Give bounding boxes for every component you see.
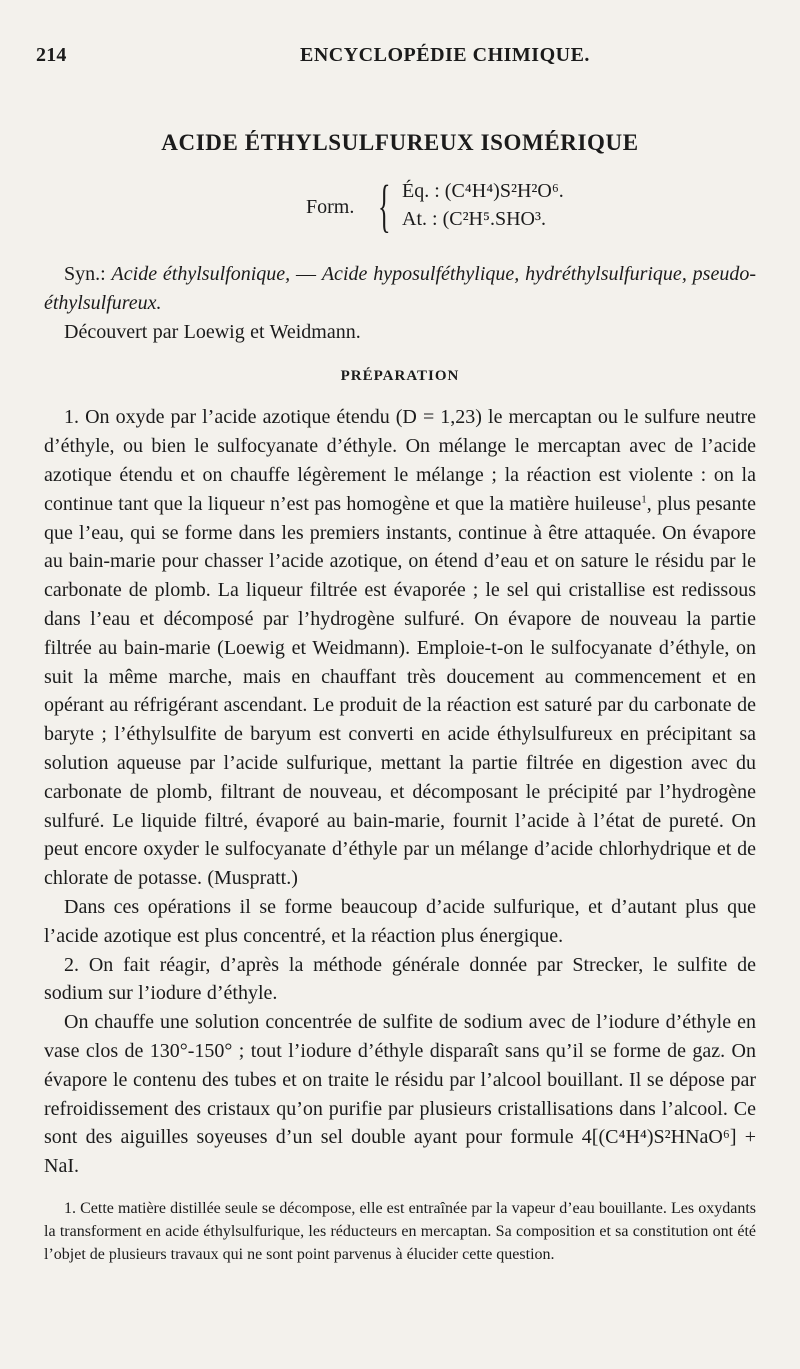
equivalent-label: Éq. :: [402, 180, 440, 202]
synonym-item: Acide éthylsulfonique,: [111, 263, 291, 285]
main-content: [44, 130, 756, 1282]
atomic-value: (C²H⁵.SHO³.: [442, 208, 546, 230]
formula-block: [44, 173, 756, 238]
preparation-heading: PRÉPARATION: [340, 368, 460, 385]
equivalent-value: (C⁴H⁴)S²H²O⁶.: [444, 180, 564, 202]
preparation-paragraph-3: 2. On fait réagir, d’après la méthode générale donnée par Strecker, le sulfite de sodium sur l’iodure d’éthyle.: [44, 953, 756, 1005]
footnote-marker: 1: [641, 493, 647, 506]
preparation-paragraph-1: [44, 403, 756, 893]
discovered-by: Découvert par Loewig et Weidmann.: [64, 320, 361, 343]
synonym-dash: —: [295, 263, 316, 285]
formula-label: Form.: [306, 196, 355, 218]
synonym-item: hydréthylsulfurique,: [525, 263, 687, 285]
footnote: 1. Cette matière distillée seule se décompose, elle est entraînée par la vapeur d’eau bouillante. Les oxydants la transforment en acide éthylsulfurique, les réducteurs en mercaptan. Sa composition et sa constitution ont été l’objet de plusieurs travaux qui ne sont point parvenus à élucider cette question.: [44, 1199, 756, 1263]
preparation-paragraph-2: Dans ces opérations il se forme beaucoup d’acide sulfurique, et d’autant plus que l’acide azotique est plus concentré, et la réaction plus énergique.: [44, 895, 756, 947]
running-head: [36, 44, 758, 74]
atomic-label: At. :: [402, 208, 438, 230]
synonym-item: Acide hyposulféthylique,: [321, 263, 520, 285]
atomic-formula: [402, 208, 546, 231]
synonyms-paragraph: [44, 260, 756, 318]
synonym-item: pseudo-éthylsulfureux.: [44, 263, 756, 314]
journal-title: ENCYCLOPÉDIE CHIMIQUE.: [300, 44, 590, 66]
paragraph-1-part-2: , plus pesante que l’eau, qui se forme dans les premiers instants, continue à être attaquée. On évapore au bain-marie pour chasser l’acide azotique, on étend d’eau et on sature le résidu par le carbonate de plomb. La liqueur filtrée est évaporée ; le sel qui cristallise est redissous dans l’eau et décomposé par l’hydrogène sulfuré. On évapore de nouveau la partie filtrée au bain-marie (Loewig et Weidmann). Emploie-t-on le sulfocyanate d’éthyle, on suit la même marche, mais en chauffant très doucement au commencement et en opérant au réfrigérant ascendant. Le produit de la réaction est saturé par du carbonate de baryte ; l’éthylsulfite de baryum est converti en acide éthylsulfureux en précipitant sa solution aqueuse par l’acide sulfurique, mettant la partie filtrée en digestion avec du carbonate de plomb, filtrant de nouveau, et décomposant le précipité par l’hydrogène sulfuré. Le liquide filtré, évaporé au bain-marie, fournit l’acide à l’état de pureté. On peut encore oxyder le sulfocyanate d’éthyle par un mélange d’acide chlorhydrique et de chlorate de potasse. (Muspratt.): [44, 492, 756, 890]
page-number: 214: [36, 44, 67, 66]
equivalent-formula: [402, 180, 564, 203]
article-title: ACIDE ÉTHYLSULFUREUX ISOMÉRIQUE: [161, 130, 639, 155]
synonyms-label: Syn.:: [64, 263, 106, 285]
paragraph-1-part-1: 1. On oxyde par l’acide azotique étendu (D = 1,23) le mercaptan ou le sulfure neutre d’éthyle, ou bien le sulfocyanate d’éthyle. On mélange le mercaptan avec de l’acide azotique étendu et on chauffe légèrement le mélange ; la réaction est violente : on la continue tant que la liqueur n’est pas homogène et que la matière huileuse: [44, 406, 756, 515]
brace-symbol: {: [378, 173, 391, 238]
preparation-paragraph-4: On chauffe une solution concentrée de sulfite de sodium avec de l’iodure d’éthyle en vase clos de 130°-150° ; tout l’iodure d’éthyle disparaît sans qu’il se forme de gaz. On évapore le contenu des tubes et on traite le résidu par l’alcool bouillant. Il se dépose par refroidissement des cristaux qu’on purifie par plusieurs cristallisations dans l’alcool. Ce sont des aiguilles soyeuses d’un sel double ayant pour formule 4[(C⁴H⁴)S²HNaO⁶] + NaI.: [44, 1011, 756, 1178]
